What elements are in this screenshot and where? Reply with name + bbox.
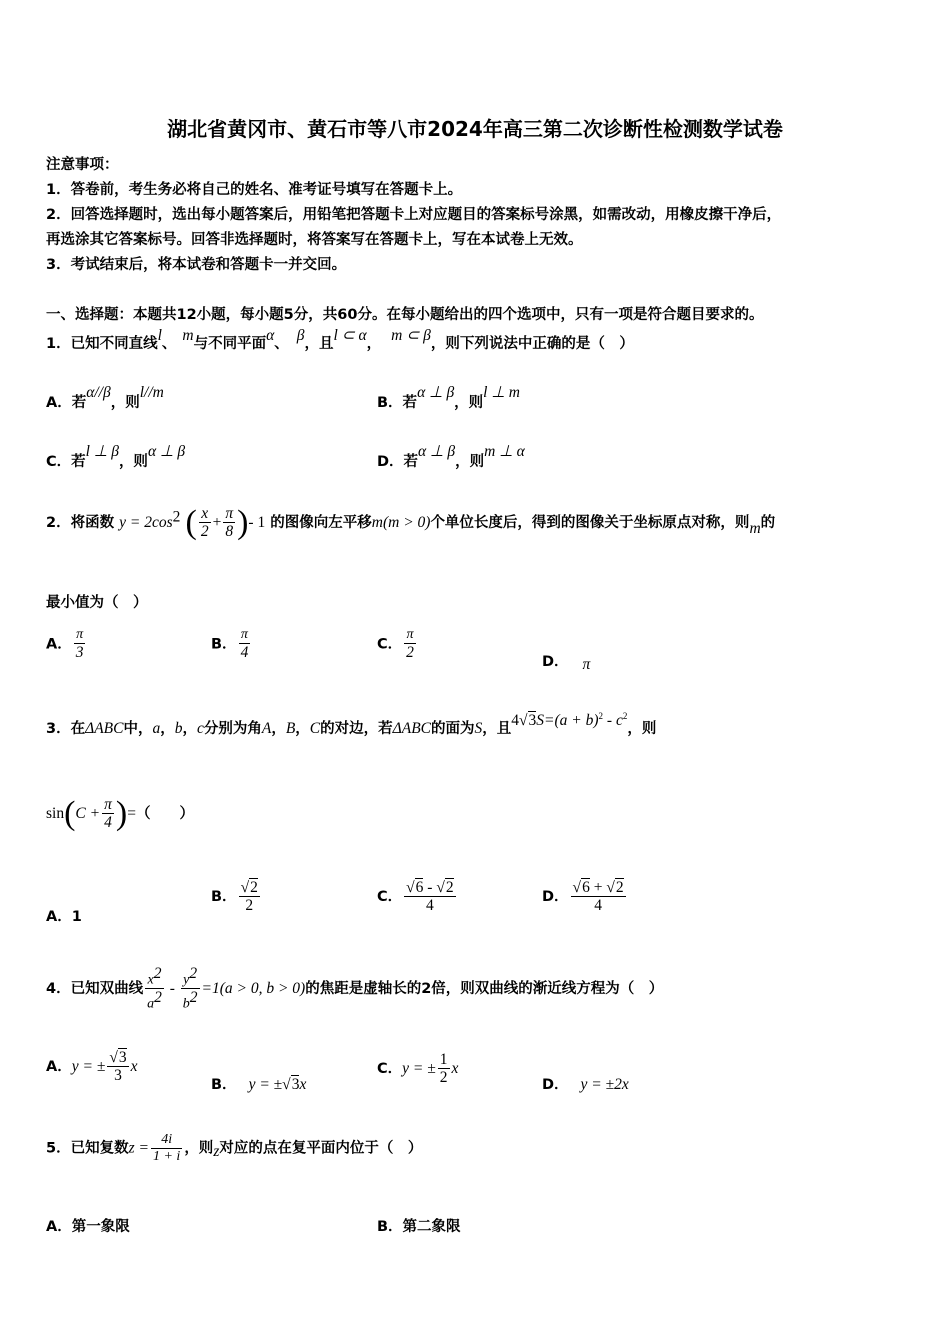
q3-option-b-den: 2 [245, 897, 254, 915]
q3-option-c[interactable]: C． $\frac{√6 - √2}{4}$ [377, 879, 454, 915]
question-2-stem [46, 506, 775, 540]
q2-option-a-num: π [74, 628, 86, 644]
q2-text: 的图像向左平移 [270, 515, 372, 532]
q1-text: 1．已知不同直线 [46, 336, 158, 352]
q3-equals: = [127, 805, 136, 823]
q2-frac-den: 2 [200, 523, 209, 541]
q2-option-b-den: 4 [240, 643, 249, 661]
q1-option-a-result: l//m [139, 384, 164, 401]
q3-sin: sin [46, 805, 65, 823]
q2-square: 2 [172, 508, 181, 526]
q2-shift: m(m > 0) [371, 514, 431, 532]
q2-frac2-den: 8 [225, 523, 234, 541]
q4-option-a-x: x [130, 1058, 138, 1076]
q5-text: ，则 [184, 1140, 214, 1157]
q1-var-alpha: α [266, 327, 275, 344]
q4-option-b-label: B． [211, 1077, 237, 1093]
q2-option-b-label: B． [211, 636, 237, 653]
q3-eq-mid: =(a + b) [544, 712, 599, 729]
q3-eq-square: 2 [622, 710, 628, 721]
q3-option-d[interactable]: D． $\frac{√6 + √2}{4}$ [542, 879, 624, 915]
q3-text: ， [160, 721, 175, 737]
section-heading: 一、选择题：本题共12小题，每小题5分，共60分。在每小题给出的四个选项中，只有一项是符合题目要求的。 [46, 307, 764, 323]
q2-text: 的 [760, 515, 776, 532]
q2-frac2-num: π [225, 505, 234, 522]
q3-option-c-num-b: 2 [445, 879, 454, 896]
q4-text: 4．已知双曲线 [46, 981, 144, 998]
q2-option-d-value: π [582, 656, 591, 673]
q3-option-b-label: B． [211, 889, 237, 906]
q4-option-b[interactable]: B． y = ±√3x [211, 1076, 307, 1093]
q2-rparen: ) [237, 504, 249, 542]
q2-option-d-label: D． [542, 654, 569, 670]
q3-triangle: ΔABC [85, 720, 124, 737]
q3-c-plus: C + [75, 805, 101, 823]
q3-text: 3．在 [46, 721, 86, 737]
q2-stem-cont: 最小值为（ ） [46, 595, 148, 611]
q4-eq-tail: =1(a > 0, b > 0) [201, 980, 306, 998]
q3-option-c-label: C． [377, 889, 403, 906]
q1-option-a[interactable] [46, 384, 164, 412]
q1-option-c-label: C．若 [46, 454, 86, 470]
q3-expression [46, 797, 194, 831]
q4-option-c-x: x [451, 1060, 459, 1078]
q4-square: 2 [189, 965, 198, 982]
q2-option-c-label: C． [377, 636, 403, 653]
q4-option-d[interactable] [542, 1073, 629, 1094]
q4-option-c-pre: y = ± [402, 1060, 436, 1078]
q1-option-d[interactable] [377, 443, 525, 471]
q1-var-l: l [157, 327, 162, 344]
q1-m-in-beta: m ⊂ β [391, 327, 431, 344]
q4-square: 2 [153, 965, 162, 982]
q3-option-b-num: 2 [250, 879, 258, 896]
q3-text: ， [182, 721, 197, 737]
q4-option-b-x: x [299, 1076, 307, 1093]
q5-option-a[interactable]: A．第一象限 [46, 1219, 130, 1235]
q3-option-d-num-b: 2 [615, 879, 624, 896]
q3-option-d-op: + [589, 879, 607, 896]
notice-item-1: 1．答卷前，考生务必将自己的姓名、准考证号填写在答题卡上。 [46, 182, 463, 198]
q2-function-left: y = 2cos [119, 514, 173, 532]
question-5-stem [46, 1133, 422, 1164]
notice-item-2-cont: 再选涂其它答案标号。回答非选择题时，将答案写在答题卡上，写在本试卷上无效。 [46, 232, 583, 248]
q5-z-eq: z = [128, 1139, 149, 1157]
q1-option-a-then: ，则 [110, 395, 140, 411]
q2-option-a-label: A． [46, 636, 72, 653]
q3-text: 分别为角 [203, 721, 262, 737]
q4-option-c-num: 1 [439, 1051, 448, 1068]
q4-option-d-value: y = ±2x [580, 1076, 629, 1093]
q3-option-a[interactable] [46, 905, 82, 926]
question-4-stem [46, 966, 663, 1012]
q3-angle-b: B [285, 720, 296, 737]
page-title: 湖北省黄冈市、黄石市等八市2024年高三第二次诊断性检测数学试卷 [167, 117, 783, 141]
q3-text: ，且 [482, 721, 512, 737]
q5-option-b[interactable]: B．第二象限 [377, 1219, 461, 1235]
q3-var-c: c [196, 720, 204, 737]
q2-text: 个单位长度后，得到的图像关于坐标原点对称，则 [430, 515, 750, 532]
q4-option-c[interactable] [377, 1052, 458, 1086]
q2-minus-one: - 1 [248, 514, 266, 532]
q3-eq-square: 2 [598, 710, 604, 721]
q2-text: 2．将函数 [46, 515, 115, 532]
q4-square: 2 [189, 989, 198, 1007]
q1-var-m: m [182, 327, 194, 344]
q1-var-beta: β [296, 327, 305, 344]
q3-lparen: ( [64, 795, 76, 833]
q1-option-d-cond: α ⊥ β [418, 443, 456, 460]
q2-option-c-num: π [404, 628, 416, 644]
q1-option-c-result: α ⊥ β [147, 443, 186, 460]
q2-var-m: m [749, 520, 761, 538]
q4-option-c-label: C． [377, 1061, 403, 1078]
q5-text: 5．已知复数 [46, 1140, 129, 1157]
q3-eq-s: S [536, 712, 545, 729]
q3-option-c-num-a: 6 [415, 879, 424, 896]
q4-option-a[interactable]: A．y = ± $\frac{√3}{3}$ x [46, 1049, 138, 1085]
q3-option-a-label: A． [46, 909, 72, 925]
q3-frac-num: π [104, 796, 112, 813]
question-1-stem [46, 327, 634, 353]
q4-option-a-num: 3 [118, 1049, 127, 1066]
q3-option-d-label: D． [542, 889, 569, 906]
q1-option-b[interactable] [377, 384, 520, 412]
q5-text: 对应的点在复平面内位于（ ） [219, 1140, 423, 1157]
q3-text: 中， [123, 721, 153, 737]
notice-item-2: 2．回答选择题时，选出每小题答案后，用铅笔把答题卡上对应题目的答案标号涂黑，如需改动，用橡皮擦干净后， [46, 207, 782, 223]
q3-blank: （ ） [135, 806, 194, 823]
q3-text: 的对边，若 [320, 721, 393, 737]
q3-option-c-den: 4 [426, 897, 434, 915]
q4-a: a [147, 997, 155, 1012]
q4-option-a-pre: y = ± [71, 1058, 106, 1076]
q4-square: 2 [154, 989, 162, 1007]
q2-option-b[interactable] [211, 628, 252, 661]
q2-option-a-den: 3 [75, 643, 84, 661]
q1-option-c-cond: l ⊥ β [85, 443, 119, 460]
q3-option-c-op: - [423, 879, 437, 896]
q1-option-c-then: ，则 [118, 454, 148, 470]
q3-var-s: S [474, 720, 483, 737]
q3-angle-a: A [261, 720, 272, 737]
q3-var-b: b [174, 720, 183, 737]
q3-rparen: ) [115, 795, 128, 833]
q1-option-a-label: A．若 [46, 395, 87, 411]
q4-option-a-den: 3 [114, 1067, 122, 1085]
q4-option-d-label: D． [542, 1077, 569, 1093]
question-3-stem [46, 710, 657, 738]
q3-option-b[interactable]: B． $\frac{√2}{2}$ [211, 879, 258, 915]
q2-option-b-num: π [239, 628, 251, 644]
q2-frac-num: x [199, 506, 211, 523]
q3-eq-coef: 4 [511, 712, 520, 729]
q1-option-b-then: ，则 [454, 395, 484, 411]
q4-y: y [183, 972, 190, 988]
q2-plus: + [212, 514, 222, 532]
q1-option-d-then: ，则 [455, 454, 485, 470]
q3-option-d-num-a: 6 [582, 879, 590, 896]
q3-text: ，则 [627, 721, 657, 737]
q1-option-b-label: B．若 [377, 395, 418, 411]
q2-option-a[interactable] [46, 628, 87, 661]
q1-option-d-result: m ⊥ α [484, 443, 525, 460]
q3-eq-c: - c [603, 712, 623, 729]
q3-text: 的面为 [431, 721, 475, 737]
q5-frac-num: 4i [151, 1133, 182, 1149]
q1-text: ，则下列说法中正确的是（ ） [430, 336, 634, 352]
q1-text: 与不同平面 [193, 336, 267, 352]
q4-minus: - [165, 980, 179, 998]
q4-option-b-root: 3 [291, 1076, 300, 1093]
q1-option-b-cond: α ⊥ β [417, 384, 455, 401]
q3-option-a-value: 1 [71, 909, 82, 925]
q1-text: ，且 [304, 336, 334, 352]
q1-option-b-result: l ⊥ m [483, 384, 520, 401]
q1-text: ， [366, 336, 382, 352]
q3-equation: $4√3S=(a + b)^2 - c^2$ [511, 710, 628, 729]
q2-lparen: ( [185, 504, 197, 542]
q4-option-a-label: A． [46, 1059, 72, 1076]
q1-text: 、 [274, 336, 289, 352]
q3-var-a: a [152, 720, 161, 737]
q3-angle-c: C [309, 720, 321, 737]
q2-option-c[interactable] [377, 628, 418, 661]
q2-option-d[interactable] [542, 650, 590, 671]
q3-frac-den: 4 [104, 814, 112, 832]
q4-option-b-pre: y = ± [248, 1076, 283, 1093]
q3-option-d-den: 4 [594, 897, 602, 915]
q1-option-a-cond: α//β [86, 384, 111, 401]
q3-eq-sqrt: 3 [528, 712, 537, 729]
q4-x: x [147, 972, 154, 988]
q5-var-z: z [213, 1142, 220, 1160]
q4-option-c-den: 2 [439, 1069, 448, 1087]
notice-heading: 注意事项： [46, 157, 119, 173]
q5-frac-den: 1 + i [152, 1148, 181, 1164]
q3-text: ， [295, 721, 310, 737]
q1-l-in-alpha: l ⊂ α [333, 327, 367, 344]
q4-b: b [182, 997, 190, 1012]
q4-text: 的焦距是虚轴长的2倍，则双曲线的渐近线方程为（ ） [305, 981, 664, 998]
q3-text: ， [271, 721, 286, 737]
q3-triangle: ΔABC [392, 720, 432, 737]
q1-text: 、 [161, 336, 177, 352]
q1-option-c[interactable] [46, 443, 186, 471]
q1-option-d-label: D．若 [377, 454, 419, 470]
q2-option-c-den: 2 [406, 643, 414, 661]
notice-item-3: 3．考试结束后，将本试卷和答题卡一并交回。 [46, 257, 347, 273]
